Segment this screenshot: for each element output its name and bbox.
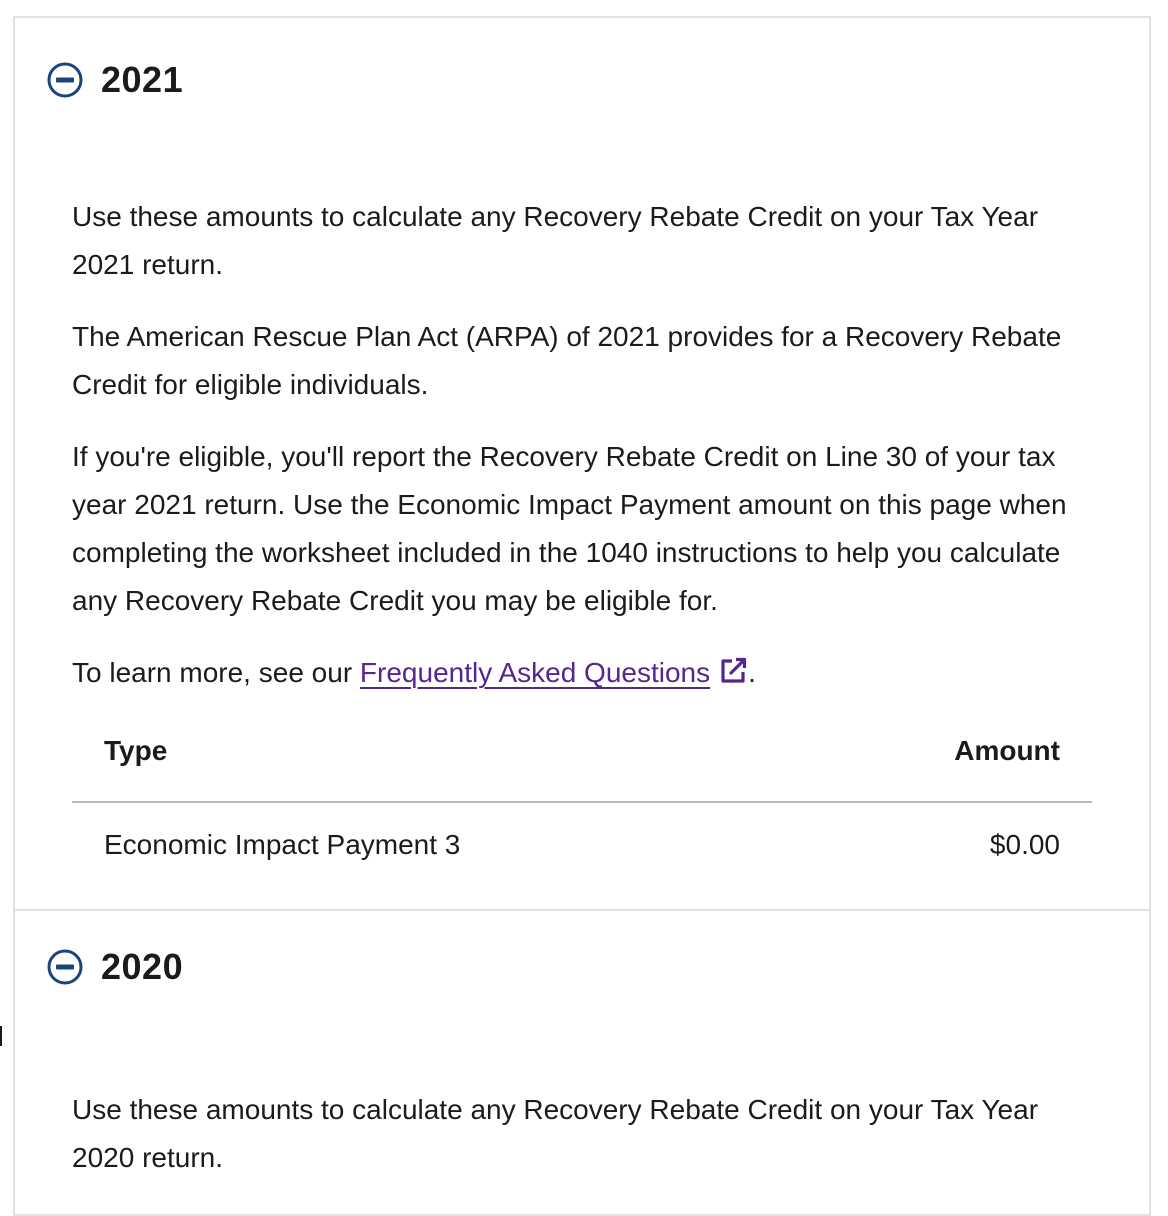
payments-table: [72, 721, 1092, 887]
intro-paragraph: Use these amounts to calculate any Recovery Rebate Credit on your Tax Year 2021 return.: [72, 201, 1039, 280]
type-column-header: Type: [72, 721, 799, 802]
learn-more-prefix: To learn more, see our: [72, 657, 360, 688]
intro-paragraph-2020: Use these amounts to calculate any Recovery Rebate Credit on your Tax Year 2020 return.: [72, 1094, 1039, 1173]
faq-link-label: Frequently Asked Questions: [359, 657, 711, 688]
learn-more-suffix: .: [748, 657, 756, 688]
accordion: [13, 16, 1151, 1216]
section-2020-header-button[interactable]: [47, 947, 183, 987]
payment-amount-cell: $0.00: [989, 829, 1060, 860]
edge-artifact: [0, 1026, 2, 1046]
amount-column-header: Amount: [799, 721, 1092, 802]
minus-circle-icon: [47, 949, 83, 985]
faq-link[interactable]: [360, 657, 748, 688]
minus-circle-icon: [47, 62, 83, 98]
payment-type-cell: Economic Impact Payment 3: [104, 829, 461, 860]
learn-more-paragraph: [72, 649, 1092, 697]
table-header-row: [72, 721, 1092, 802]
table-row: [72, 802, 1092, 887]
section-2020-content: [72, 1086, 1092, 1206]
section-2021-title: 2021: [101, 59, 184, 100]
eligibility-paragraph: If you're eligible, you'll report the Recovery Rebate Credit on Line 30 of your tax year 2021 return. Use the Economic Impact Payment amount on this page when completing the worksheet included in the 1040 instructions to help you calculate any Recovery Rebate Credit you may be eligible for.: [72, 441, 1067, 616]
section-2021-header-button[interactable]: [47, 60, 183, 100]
section-2020-title: 2020: [101, 946, 184, 987]
external-link-icon: [718, 656, 748, 686]
arpa-paragraph: The American Rescue Plan Act (ARPA) of 2021 provides for a Recovery Rebate Credit for eligible individuals.: [72, 321, 1062, 400]
section-2021-content: [72, 193, 1092, 887]
section-2021: [15, 18, 1149, 911]
